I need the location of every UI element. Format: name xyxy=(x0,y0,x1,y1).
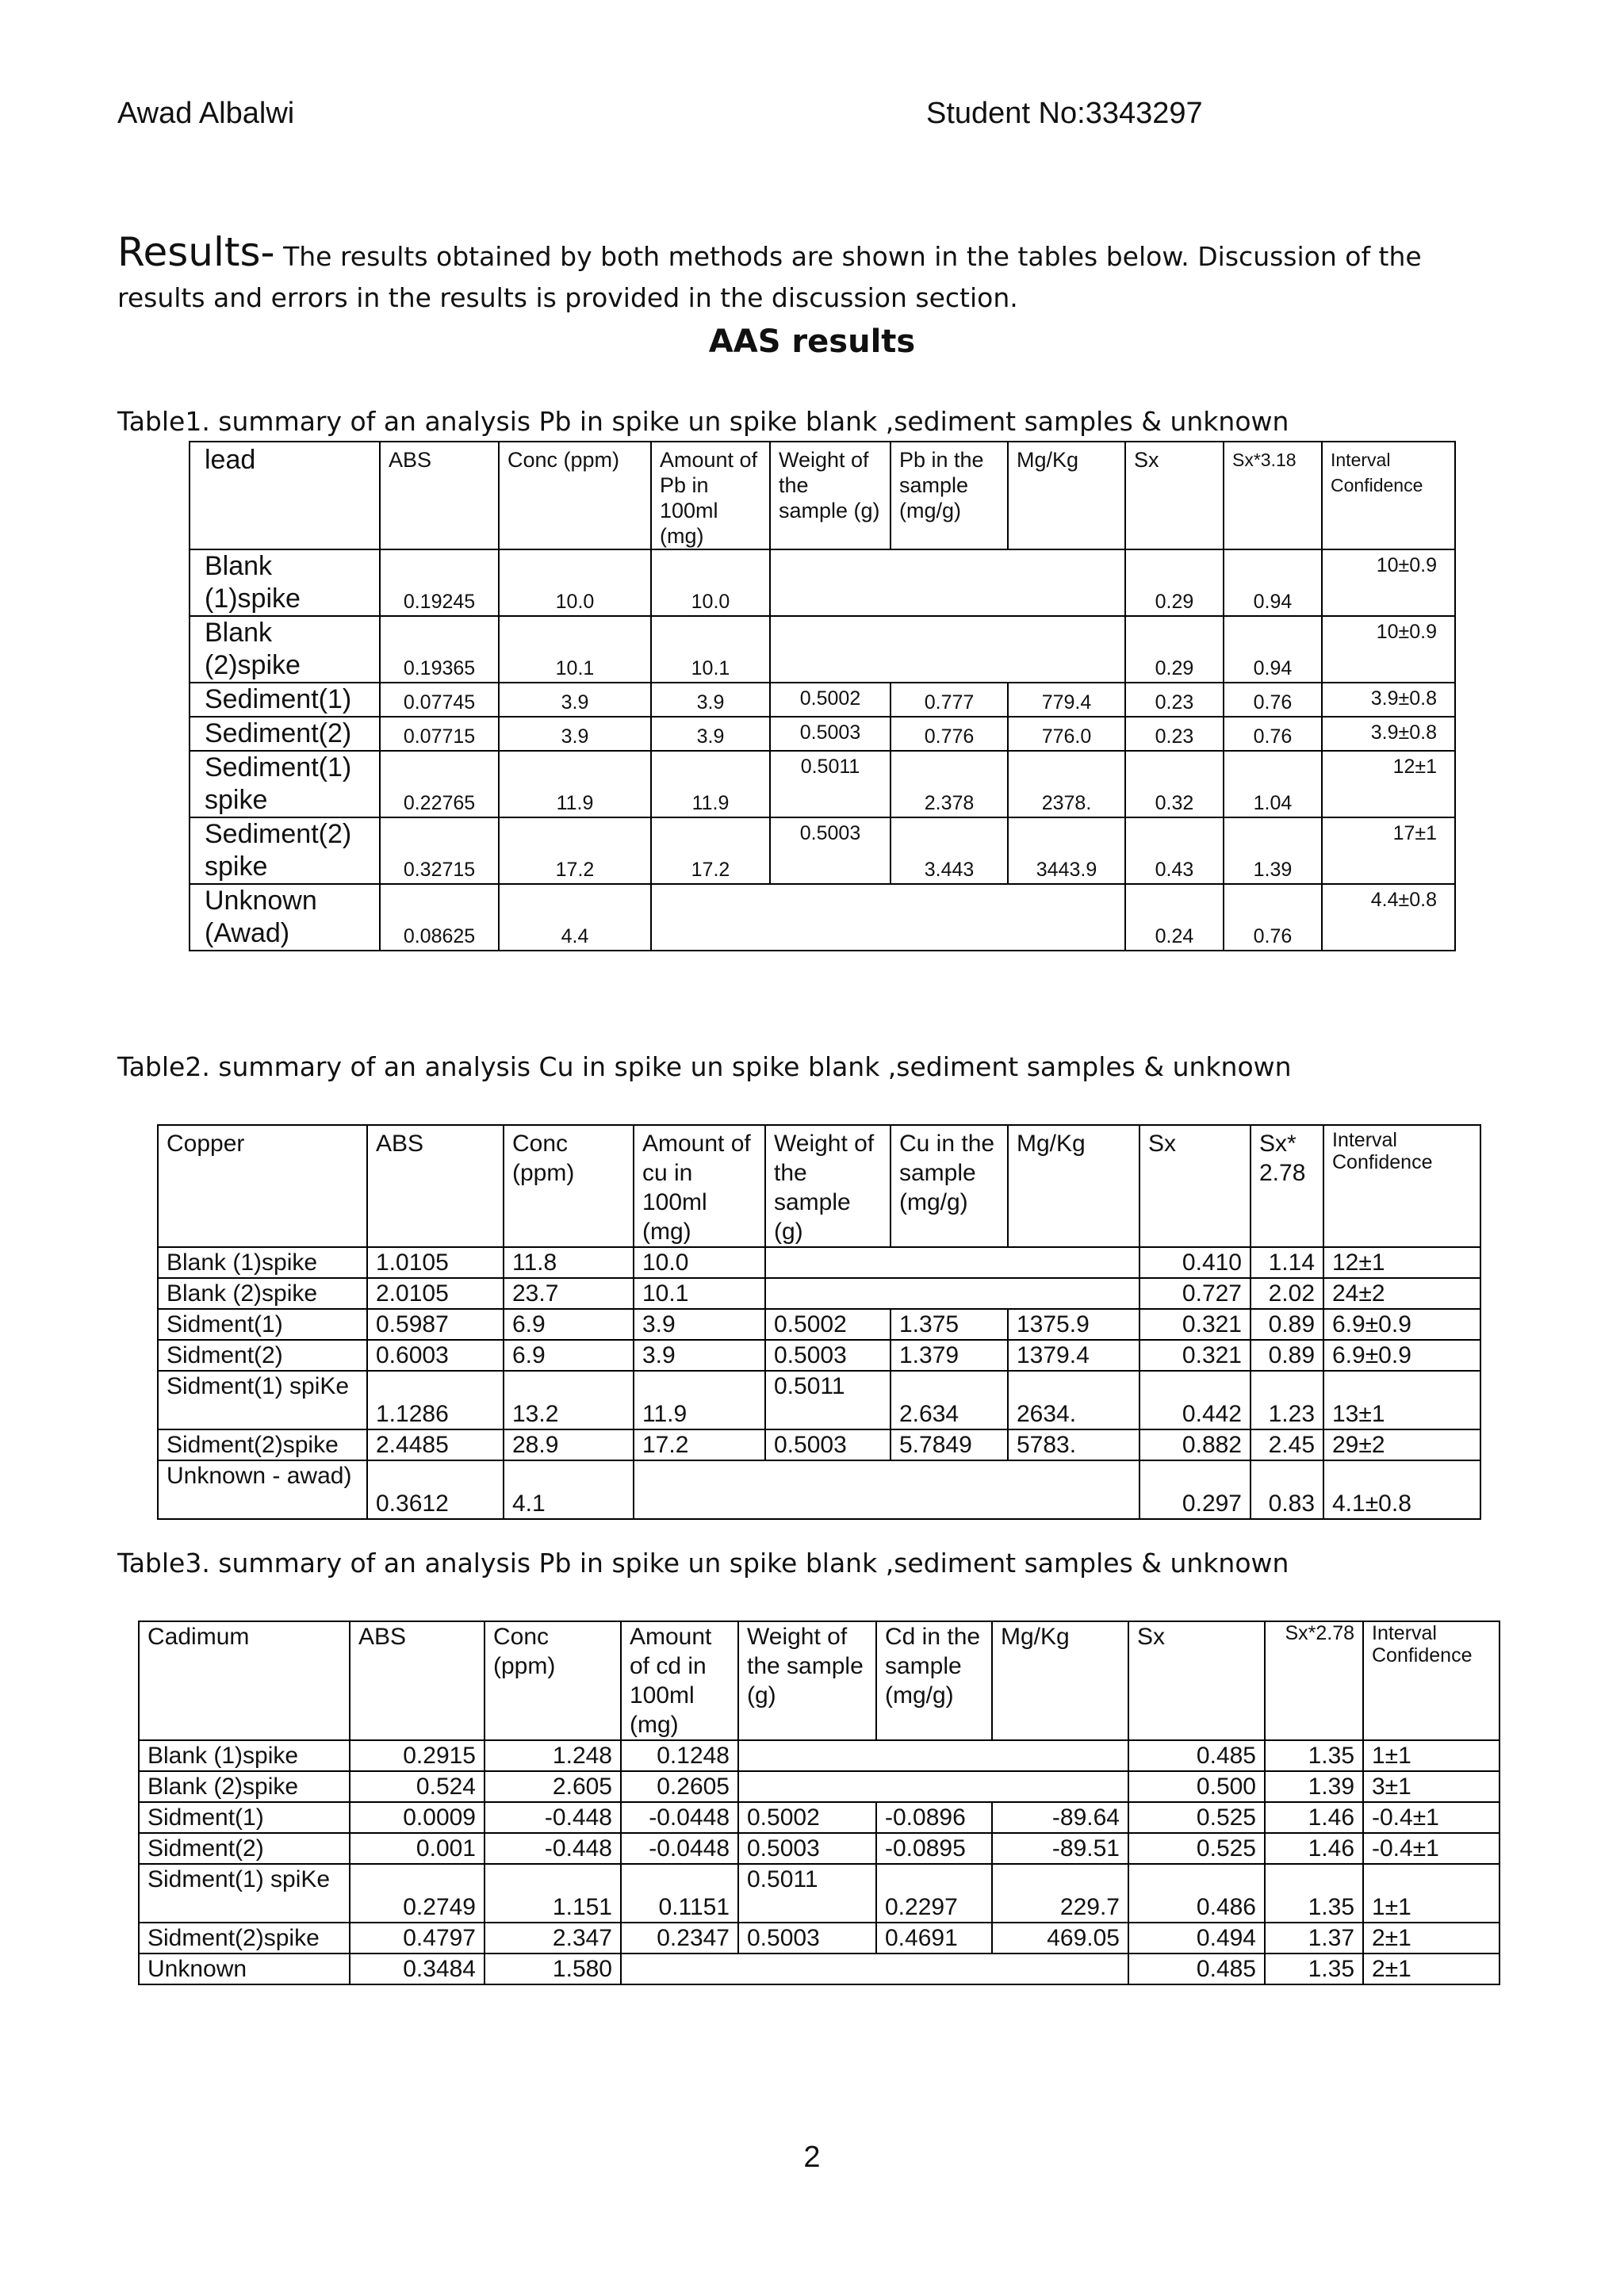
table3-header-cell: Weight of the sample (g) xyxy=(738,1621,876,1740)
cell: 5.7849 xyxy=(891,1429,1008,1460)
row-label: Sidment(1) xyxy=(158,1309,367,1340)
cell: 0.2297 xyxy=(876,1864,992,1923)
cell: 1.04 xyxy=(1224,751,1322,817)
row-label: Blank (2)spike xyxy=(190,616,380,683)
cell: 0.5003 xyxy=(765,1429,891,1460)
table1-header-cell: Weight of the sample (g) xyxy=(770,442,891,549)
student-number: Student No:3343297 xyxy=(926,97,1203,130)
cell: 1.23 xyxy=(1251,1371,1323,1429)
row-label: Sediment(1) xyxy=(190,683,380,717)
cell: 0.485 xyxy=(1128,1954,1265,1984)
cell: 2634. xyxy=(1008,1371,1139,1429)
cell: 0.321 xyxy=(1139,1309,1251,1340)
cell: 0.727 xyxy=(1139,1278,1251,1309)
row-label: Sidment(2) xyxy=(139,1833,350,1864)
cell: 0.43 xyxy=(1125,817,1224,884)
cell: 0.76 xyxy=(1224,683,1322,717)
table1-header-cell: ABS xyxy=(380,442,499,549)
cell: 0.5002 xyxy=(765,1309,891,1340)
table3-header-cell: Amount of cd in 100ml (mg) xyxy=(621,1621,738,1740)
table-row xyxy=(139,1833,1500,1864)
cell: 779.4 xyxy=(1008,683,1125,717)
cell: 2.347 xyxy=(485,1923,621,1954)
cell: 13.2 xyxy=(504,1371,634,1429)
cell: 1.375 xyxy=(891,1309,1008,1340)
cell: 0.32715 xyxy=(380,817,499,884)
cell: 0.5003 xyxy=(738,1833,876,1864)
row-label: Sidment(1) spiKe xyxy=(158,1371,367,1429)
cell: 2.634 xyxy=(891,1371,1008,1429)
merged-empty-cell xyxy=(621,1954,1128,1984)
cell: 12±1 xyxy=(1323,1247,1480,1278)
cell: 4.1 xyxy=(504,1460,634,1519)
cell: 0.07715 xyxy=(380,717,499,751)
table3-header-cell: ABS xyxy=(350,1621,485,1740)
cell: 1.35 xyxy=(1265,1740,1363,1771)
cell: 3.9 xyxy=(634,1340,765,1371)
cell: 11.9 xyxy=(499,751,651,817)
cell: 28.9 xyxy=(504,1429,634,1460)
merged-empty-cell xyxy=(770,616,1125,683)
cell: 0.83 xyxy=(1251,1460,1323,1519)
cell: 0.525 xyxy=(1128,1802,1265,1833)
cell: 0.23 xyxy=(1125,683,1224,717)
cell: 229.7 xyxy=(992,1864,1128,1923)
table3-header-cell: Mg/Kg xyxy=(992,1621,1128,1740)
table-row xyxy=(139,1771,1500,1802)
table-row xyxy=(139,1923,1500,1954)
cell: 0.76 xyxy=(1224,884,1322,951)
cell: 13±1 xyxy=(1323,1371,1480,1429)
table-row xyxy=(139,1740,1500,1771)
cell: 0.19365 xyxy=(380,616,499,683)
cell: 0.776 xyxy=(891,717,1008,751)
table-row xyxy=(139,1864,1500,1923)
row-label: Blank (2)spike xyxy=(158,1278,367,1309)
table1-header-cell: Interval Confidence xyxy=(1322,442,1455,549)
table1-header-cell: Amount of Pb in 100ml (mg) xyxy=(651,442,770,549)
cell: 1.379 xyxy=(891,1340,1008,1371)
cell: 6.9 xyxy=(504,1340,634,1371)
cell: 0.524 xyxy=(350,1771,485,1802)
table1-caption: Table1. summary of an analysis Pb in spike un spike blank ,sediment samples & unknown xyxy=(117,406,1289,437)
cell: 3.9 xyxy=(499,717,651,751)
row-label: Sidment(2)spike xyxy=(158,1429,367,1460)
table1-header-cell: Mg/Kg xyxy=(1008,442,1125,549)
cell: 0.89 xyxy=(1251,1340,1323,1371)
row-label: Unknown xyxy=(139,1954,350,1984)
cell: 0.0009 xyxy=(350,1802,485,1833)
cell: 0.89 xyxy=(1251,1309,1323,1340)
row-label: Sediment(1) spike xyxy=(190,751,380,817)
cell: 23.7 xyxy=(504,1278,634,1309)
merged-empty-cell xyxy=(738,1771,1128,1802)
cell: 0.07745 xyxy=(380,683,499,717)
row-label: Blank (1)spike xyxy=(190,549,380,616)
cell: 11.8 xyxy=(504,1247,634,1278)
cell: 1.1286 xyxy=(367,1371,504,1429)
cell: 6.9±0.9 xyxy=(1323,1309,1480,1340)
cell: 12±1 xyxy=(1322,751,1455,817)
row-label: Sidment(1) xyxy=(139,1802,350,1833)
cell: 0.6003 xyxy=(367,1340,504,1371)
table-row xyxy=(158,1309,1480,1340)
cell: 1.39 xyxy=(1224,817,1322,884)
cell: 0.525 xyxy=(1128,1833,1265,1864)
cell: 2.605 xyxy=(485,1771,621,1802)
cell: 10.1 xyxy=(499,616,651,683)
table-row xyxy=(190,817,1455,884)
cell: 3.9 xyxy=(634,1309,765,1340)
table1-header-cell: Sx*3.18 xyxy=(1224,442,1322,549)
table2-header-cell: Interval Confidence xyxy=(1323,1125,1480,1247)
table3-header-cell: Sx xyxy=(1128,1621,1265,1740)
cell: 2378. xyxy=(1008,751,1125,817)
cell: 0.5002 xyxy=(738,1802,876,1833)
cell: 776.0 xyxy=(1008,717,1125,751)
cell: 0.500 xyxy=(1128,1771,1265,1802)
cell: -0.4±1 xyxy=(1363,1833,1500,1864)
table-row xyxy=(139,1802,1500,1833)
cell: 0.24 xyxy=(1125,884,1224,951)
table3-header-cell: Cadimum xyxy=(139,1621,350,1740)
cell: 0.410 xyxy=(1139,1247,1251,1278)
row-label: Sidment(2)spike xyxy=(139,1923,350,1954)
cell: 0.1151 xyxy=(621,1864,738,1923)
cell: 0.23 xyxy=(1125,717,1224,751)
cell: 1.151 xyxy=(485,1864,621,1923)
table2-header-row xyxy=(158,1125,1480,1247)
cell: 0.3484 xyxy=(350,1954,485,1984)
table-row xyxy=(158,1429,1480,1460)
table3-header-row xyxy=(139,1621,1500,1740)
cell: 0.882 xyxy=(1139,1429,1251,1460)
cell: 1.46 xyxy=(1265,1802,1363,1833)
cell: 5783. xyxy=(1008,1429,1139,1460)
cell: 10±0.9 xyxy=(1322,616,1455,683)
cell: 11.9 xyxy=(651,751,770,817)
cell: 1±1 xyxy=(1363,1740,1500,1771)
cell: -0.0895 xyxy=(876,1833,992,1864)
cell: 0.08625 xyxy=(380,884,499,951)
cell: 10.0 xyxy=(651,549,770,616)
table2-header-cell: Copper xyxy=(158,1125,367,1247)
cell: 0.5002 xyxy=(770,683,891,717)
table2-header-cell: Amount of cu in 100ml (mg) xyxy=(634,1125,765,1247)
cell: 0.4691 xyxy=(876,1923,992,1954)
cell: 0.001 xyxy=(350,1833,485,1864)
cell: -89.51 xyxy=(992,1833,1128,1864)
cell: 0.2605 xyxy=(621,1771,738,1802)
cell: 2.02 xyxy=(1251,1278,1323,1309)
row-label: Unknown (Awad) xyxy=(190,884,380,951)
cell: 6.9 xyxy=(504,1309,634,1340)
cell: 2.45 xyxy=(1251,1429,1323,1460)
table3-caption: Table3. summary of an analysis Pb in spike un spike blank ,sediment samples & unknown xyxy=(117,1548,1289,1578)
cell: 0.5003 xyxy=(738,1923,876,1954)
cell: 10.0 xyxy=(499,549,651,616)
merged-empty-cell xyxy=(765,1247,1139,1278)
cell: 1379.4 xyxy=(1008,1340,1139,1371)
table-row xyxy=(190,717,1455,751)
table1-header-cell: lead xyxy=(190,442,380,549)
cell: 3.9±0.8 xyxy=(1322,717,1455,751)
cell: 0.5987 xyxy=(367,1309,504,1340)
results-paragraph xyxy=(117,229,1513,319)
cell: 0.2915 xyxy=(350,1740,485,1771)
cell: 1.35 xyxy=(1265,1954,1363,1984)
table-row xyxy=(139,1954,1500,1984)
lead-table xyxy=(189,441,1456,951)
cell: 0.5003 xyxy=(770,717,891,751)
table-row xyxy=(190,751,1455,817)
cell: 0.3612 xyxy=(367,1460,504,1519)
cell: 0.29 xyxy=(1125,549,1224,616)
row-label: Blank (1)spike xyxy=(158,1247,367,1278)
cell: 1.39 xyxy=(1265,1771,1363,1802)
cell: 0.76 xyxy=(1224,717,1322,751)
cell: 3.9±0.8 xyxy=(1322,683,1455,717)
table2-header-cell: Conc (ppm) xyxy=(504,1125,634,1247)
cell: 0.19245 xyxy=(380,549,499,616)
cell: 0.29 xyxy=(1125,616,1224,683)
row-label: Sidment(2) xyxy=(158,1340,367,1371)
cell: 3±1 xyxy=(1363,1771,1500,1802)
cell: 0.5011 xyxy=(765,1371,891,1429)
merged-empty-cell xyxy=(738,1740,1128,1771)
table2-header-cell: Sx* 2.78 xyxy=(1251,1125,1323,1247)
merged-empty-cell xyxy=(634,1460,1139,1519)
cell: 3443.9 xyxy=(1008,817,1125,884)
cell: 0.94 xyxy=(1224,549,1322,616)
cell: 1.580 xyxy=(485,1954,621,1984)
cell: 4.4±0.8 xyxy=(1322,884,1455,951)
cell: -0.0448 xyxy=(621,1802,738,1833)
cell: 2±1 xyxy=(1363,1954,1500,1984)
table-row xyxy=(158,1340,1480,1371)
cell: 0.486 xyxy=(1128,1864,1265,1923)
row-label: Sediment(2) xyxy=(190,717,380,751)
cell: 0.5011 xyxy=(770,751,891,817)
table-row xyxy=(190,884,1455,951)
table3-header-cell: Cd in the sample (mg/g) xyxy=(876,1621,992,1740)
cell: 2.0105 xyxy=(367,1278,504,1309)
table-row xyxy=(190,616,1455,683)
cell: 11.9 xyxy=(634,1371,765,1429)
cell: -0.448 xyxy=(485,1833,621,1864)
cell: 0.494 xyxy=(1128,1923,1265,1954)
table-row xyxy=(158,1460,1480,1519)
row-label: Sidment(1) spiKe xyxy=(139,1864,350,1923)
cell: 2.4485 xyxy=(367,1429,504,1460)
cell: 24±2 xyxy=(1323,1278,1480,1309)
cell: 0.1248 xyxy=(621,1740,738,1771)
cell: 1.37 xyxy=(1265,1923,1363,1954)
cell: 0.442 xyxy=(1139,1371,1251,1429)
cell: 0.2347 xyxy=(621,1923,738,1954)
cell: 3.9 xyxy=(499,683,651,717)
table2-header-cell: ABS xyxy=(367,1125,504,1247)
cell: 0.321 xyxy=(1139,1340,1251,1371)
cell: 1±1 xyxy=(1363,1864,1500,1923)
cell: -0.4±1 xyxy=(1363,1802,1500,1833)
table-row xyxy=(158,1247,1480,1278)
cell: -89.64 xyxy=(992,1802,1128,1833)
cell: 1375.9 xyxy=(1008,1309,1139,1340)
results-heading: Results- xyxy=(117,229,275,275)
results-text: The results obtained by both methods are shown in the tables below. Discussion of the results and errors in the results is provided in the discussion section. xyxy=(117,241,1422,313)
cell: 0.4797 xyxy=(350,1923,485,1954)
table2-header-cell: Mg/Kg xyxy=(1008,1125,1139,1247)
cell: 0.485 xyxy=(1128,1740,1265,1771)
author-name: Awad Albalwi xyxy=(117,97,295,130)
page-number: 2 xyxy=(803,2141,821,2174)
cell: 0.5011 xyxy=(738,1864,876,1923)
cell: 2±1 xyxy=(1363,1923,1500,1954)
cell: 1.14 xyxy=(1251,1247,1323,1278)
aas-results-title: AAS results xyxy=(708,323,916,360)
cell: 469.05 xyxy=(992,1923,1128,1954)
cell: 1.248 xyxy=(485,1740,621,1771)
cell: 29±2 xyxy=(1323,1429,1480,1460)
table3-header-cell: Sx*2.78 xyxy=(1265,1621,1363,1740)
cell: 4.4 xyxy=(499,884,651,951)
table-row xyxy=(158,1371,1480,1429)
merged-empty-cell xyxy=(765,1278,1139,1309)
cell: 10.0 xyxy=(634,1247,765,1278)
row-label: Sediment(2) spike xyxy=(190,817,380,884)
cell: 6.9±0.9 xyxy=(1323,1340,1480,1371)
table2-header-cell: Weight of the sample (g) xyxy=(765,1125,891,1247)
cell: -0.0448 xyxy=(621,1833,738,1864)
cell: 0.32 xyxy=(1125,751,1224,817)
cell: 2.378 xyxy=(891,751,1008,817)
cell: 0.22765 xyxy=(380,751,499,817)
table-row xyxy=(190,683,1455,717)
cell: 1.46 xyxy=(1265,1833,1363,1864)
cell: 10±0.9 xyxy=(1322,549,1455,616)
cell: 4.1±0.8 xyxy=(1323,1460,1480,1519)
table3-header-cell: Interval Confidence xyxy=(1363,1621,1500,1740)
row-label: Blank (2)spike xyxy=(139,1771,350,1802)
table3-header-cell: Conc (ppm) xyxy=(485,1621,621,1740)
table2-caption: Table2. summary of an analysis Cu in spike un spike blank ,sediment samples & unknown xyxy=(117,1051,1292,1082)
cell: 17.2 xyxy=(651,817,770,884)
table-row xyxy=(158,1278,1480,1309)
cell: 3.9 xyxy=(651,717,770,751)
cell: -0.448 xyxy=(485,1802,621,1833)
cell: 0.2749 xyxy=(350,1864,485,1923)
table-row xyxy=(190,549,1455,616)
table1-header-row xyxy=(190,442,1455,549)
cell: 1.0105 xyxy=(367,1247,504,1278)
cell: 10.1 xyxy=(651,616,770,683)
table2-header-cell: Sx xyxy=(1139,1125,1251,1247)
cell: 17.2 xyxy=(499,817,651,884)
cell: 0.5003 xyxy=(765,1340,891,1371)
merged-empty-cell xyxy=(770,549,1125,616)
cell: 0.5003 xyxy=(770,817,891,884)
table1-header-cell: Conc (ppm) xyxy=(499,442,651,549)
cell: 10.1 xyxy=(634,1278,765,1309)
cell: 17.2 xyxy=(634,1429,765,1460)
cell: 0.94 xyxy=(1224,616,1322,683)
row-label: Blank (1)spike xyxy=(139,1740,350,1771)
cell: 17±1 xyxy=(1322,817,1455,884)
cell: 3.443 xyxy=(891,817,1008,884)
merged-empty-cell xyxy=(651,884,1125,951)
cell: 1.35 xyxy=(1265,1864,1363,1923)
table2-header-cell: Cu in the sample (mg/g) xyxy=(891,1125,1008,1247)
cell: 3.9 xyxy=(651,683,770,717)
copper-table xyxy=(157,1124,1481,1520)
cell: 0.777 xyxy=(891,683,1008,717)
cell: -0.0896 xyxy=(876,1802,992,1833)
cadmium-table xyxy=(138,1621,1500,1985)
table1-header-cell: Sx xyxy=(1125,442,1224,549)
row-label: Unknown - awad) xyxy=(158,1460,367,1519)
cell: 0.297 xyxy=(1139,1460,1251,1519)
table1-header-cell: Pb in the sample (mg/g) xyxy=(891,442,1008,549)
